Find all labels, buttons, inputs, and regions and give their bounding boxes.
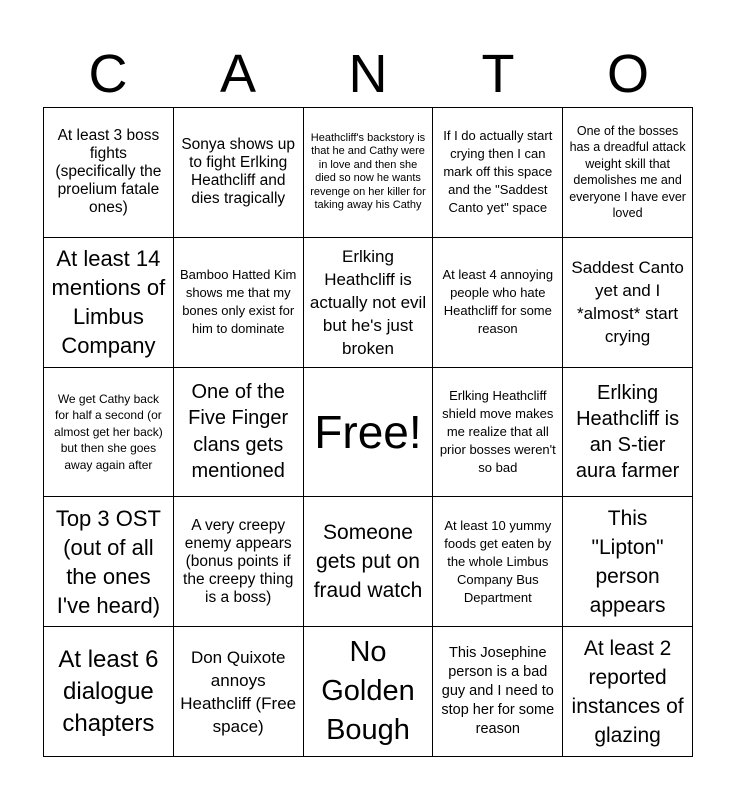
bingo-cell[interactable] [433,497,563,627]
bingo-cell[interactable] [563,368,693,498]
bingo-cell-text: Heathcliff's backstory is that he and Cathy were in love and then she died so now he wants revenge on her killer for taking away his Cathy [310,131,426,212]
bingo-cell[interactable] [304,108,434,238]
bingo-cell-text: This Josephine person is a bad guy and I need to stop her for some reason [441,645,555,738]
header-letter-o: O [606,44,649,104]
bingo-cell-text: We get Cathy back for half a second (or almost get her back) but then she goes away again after [54,391,163,472]
bingo-cell-text: Saddest Canto yet and I *almost* start crying [571,258,684,347]
bingo-cell-text: One of the bosses has a dreadful attack weight skill that demolishes me and everyone I have ever loved [569,123,686,221]
bingo-cell[interactable] [563,497,693,627]
bingo-cell[interactable] [44,368,174,498]
bingo-cell[interactable] [433,238,563,368]
bingo-cell[interactable] [44,108,174,238]
bingo-cell[interactable] [174,238,304,368]
bingo-cell-text: Erlking Heathcliff is an S-tier aura farmer [575,381,680,482]
bingo-cell-text: Someone gets put on fraud watch [313,521,423,603]
bingo-cell-text: Sonya shows up to fight Erlking Heathcliff and dies tragically [181,136,296,208]
header-letter-n: N [348,44,388,104]
bingo-cell-text: If I do actually start crying then I can mark off this space and the "Saddest Canto yet" space [443,128,553,216]
bingo-cell[interactable] [174,497,304,627]
bingo-cell-text: Don Quixote annoys Heathcliff (Free space) [180,647,297,736]
bingo-cell-text: At least 3 boss fights (specifically the proelium fatale ones) [55,127,162,217]
bingo-cell[interactable] [304,627,434,757]
header-letter-a: A [219,44,257,104]
bingo-grid [43,107,693,757]
bingo-cell-text: Erlking Heathcliff is actually not evil but he's just broken [309,246,427,358]
bingo-cell[interactable] [433,108,563,238]
bingo-cell[interactable] [433,368,563,498]
bingo-cell-text: No Golden Bough [321,636,415,747]
bingo-cell-text: At least 2 reported instances of glazing [571,636,684,747]
bingo-cell[interactable] [304,238,434,368]
bingo-cell[interactable] [44,238,174,368]
bingo-cell-text: This "Lipton" person appears [589,506,666,617]
bingo-cell-text: At least 4 annoying people who hate Heathcliff for some reason [442,267,554,337]
bingo-cell[interactable] [44,627,174,757]
header-letter-t: T [481,44,515,104]
bingo-cell[interactable] [174,368,304,498]
bingo-cell[interactable] [433,627,563,757]
bingo-cell-text: Bamboo Hatted Kim shows me that my bones only exist for him to dominate [180,267,297,337]
bingo-cell[interactable] [174,627,304,757]
bingo-cell[interactable] [44,497,174,627]
bingo-cell-text: Erlking Heathcliff shield move makes me realize that all prior bosses weren't so bad [439,387,556,475]
bingo-cell[interactable] [563,238,693,368]
bingo-cell-text: One of the Five Finger clans gets mentioned [188,380,289,483]
free-space-label: Free! [314,405,422,458]
bingo-cell-text: A very creepy enemy appears (bonus points if the creepy thing is a boss) [183,516,294,606]
bingo-cell-text: At least 14 mentions of Limbus Company [51,246,166,359]
bingo-cell[interactable] [563,108,693,238]
bingo-cell[interactable] [174,108,304,238]
bingo-cell-text: At least 6 dialogue chapters [58,645,159,737]
bingo-cell[interactable] [304,497,434,627]
bingo-header [43,40,693,108]
bingo-cell-free[interactable] [304,368,434,498]
bingo-cell-text: Top 3 OST (out of all the ones I've heard) [55,505,161,618]
bingo-cell-text: At least 10 yummy foods get eaten by the whole Limbus Company Bus Department [444,517,552,605]
header-letter-c: C [88,44,128,104]
bingo-cell[interactable] [563,627,693,757]
